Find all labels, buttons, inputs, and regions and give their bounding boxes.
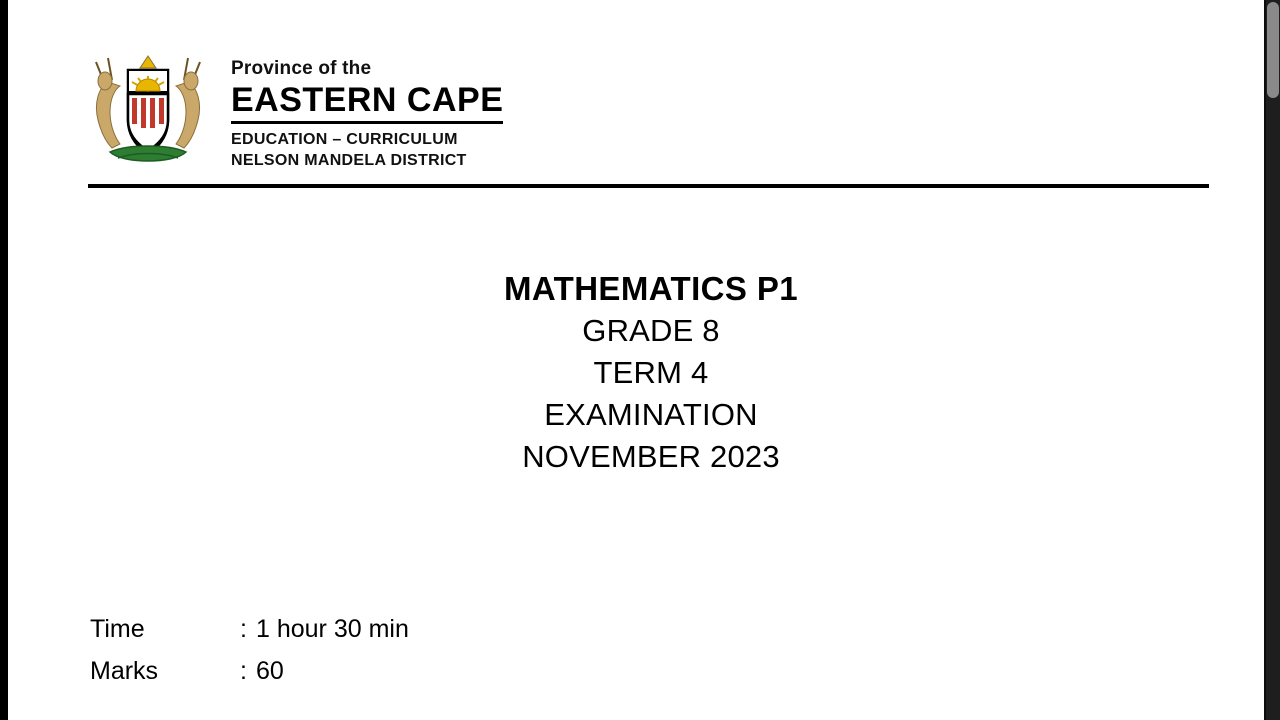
- meta-value-time: 1 hour 30 min: [256, 615, 409, 643]
- letterhead-province-name: EASTERN CAPE: [231, 80, 503, 124]
- letterhead-province-line: Province of the: [231, 58, 372, 79]
- vertical-scrollbar[interactable]: [1266, 0, 1280, 720]
- eastern-cape-coat-of-arms-icon: [88, 48, 208, 170]
- meta-row-marks: [90, 650, 409, 692]
- exam-date: NOVEMBER 2023: [522, 439, 780, 474]
- meta-label-marks: Marks: [90, 657, 159, 685]
- meta-value-marks: 60: [256, 657, 284, 685]
- letterhead-text: [231, 58, 651, 171]
- exam-title-block: [8, 268, 1264, 478]
- letterhead-district-line: NELSON MANDELA DISTRICT: [231, 152, 467, 169]
- letterhead-divider: [88, 184, 1209, 188]
- page-left-margin: [0, 0, 8, 720]
- meta-row-time: [90, 608, 409, 650]
- letterhead-department-line: EDUCATION – CURRICULUM: [231, 131, 458, 148]
- exam-term: TERM 4: [593, 355, 709, 390]
- meta-label-time: Time: [90, 615, 145, 643]
- meta-separator-time: :: [240, 615, 247, 643]
- exam-assessment-type: EXAMINATION: [544, 397, 758, 432]
- document-page: [8, 0, 1264, 720]
- meta-separator-marks: :: [240, 657, 247, 685]
- exam-meta-block: [90, 608, 409, 692]
- exam-subject: MATHEMATICS P1: [503, 270, 799, 307]
- exam-grade: GRADE 8: [582, 313, 720, 348]
- vertical-scrollbar-thumb[interactable]: [1267, 2, 1279, 98]
- letterhead: [88, 40, 1208, 190]
